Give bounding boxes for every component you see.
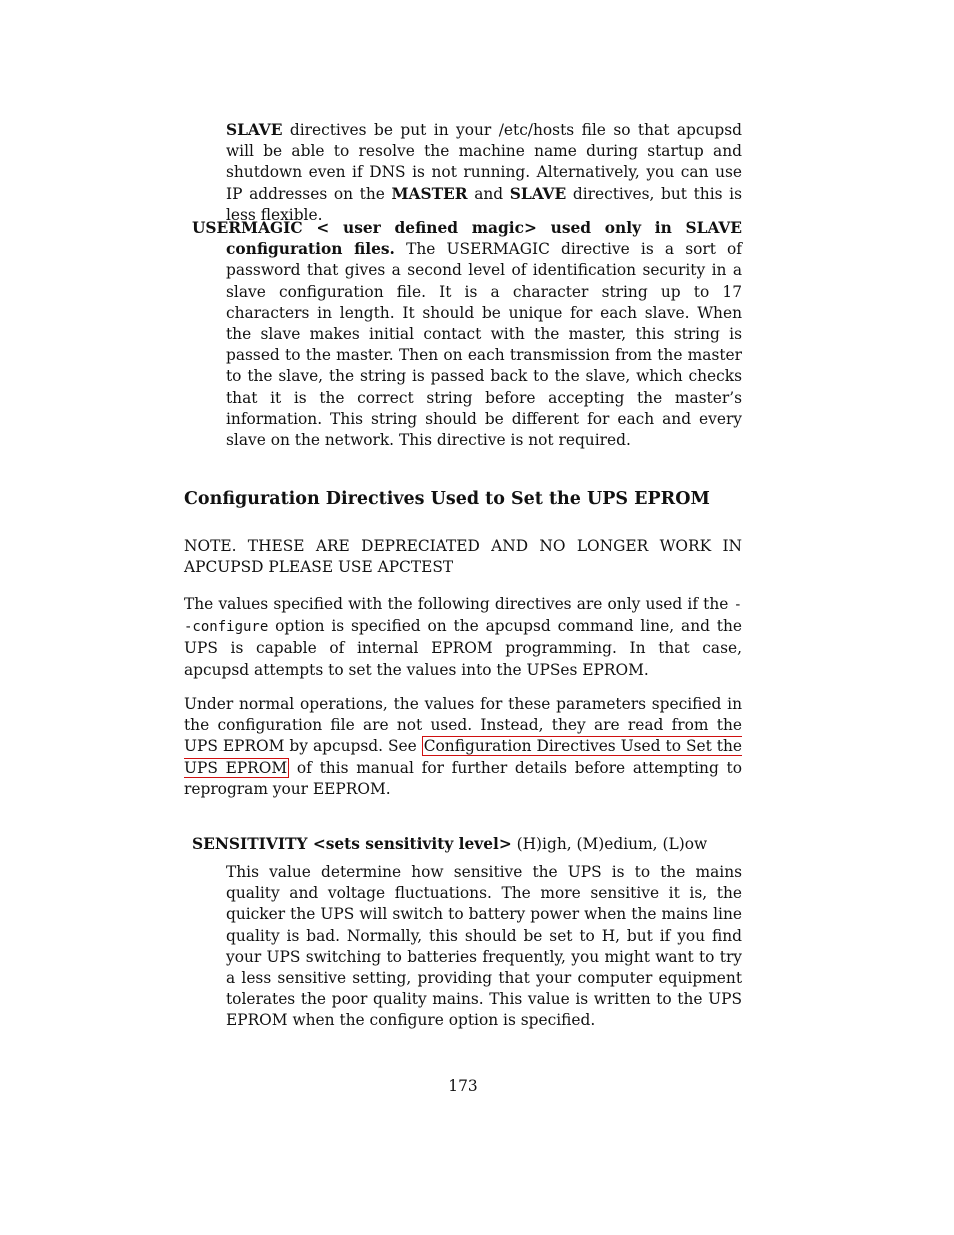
sensitivity-values: (H)igh, (M)edium, (L)ow: [511, 835, 708, 853]
deprecation-note: NOTE. THESE ARE DEPRECIATED AND NO LONGER WORK IN APCUPSD PLEASE USE APCTEST: [184, 537, 742, 577]
normal-operations-paragraph: Under normal operations, the values for these parameters specified in the configuration file are not used. Instead, they are read from the UPS EPROM by apcupsd. See Configuration Directives Used to Set the UPS EPROM of this manual for further details before attempting to reprogram your EEPROM.: [184, 695, 742, 798]
sensitivity-description: This value determine how sensitive the UPS is to the mains quality and voltage fluctuations. The more sensitive it is, the quicker the UPS will switch to battery power when the mains line quality is bad. Normally, this should be set to H, but if you find your UPS switching to batteries frequently, you might want to try a less sensitive setting, providing that your computer equipment tolerates the poor quality mains. This value is written to the UPS EPROM when the configure option is specified.: [226, 863, 742, 1030]
sensitivity-term-line: [192, 834, 742, 855]
configure-option-code: --configure: [184, 597, 742, 636]
keyword-slave: SLAVE: [509, 184, 567, 203]
slave-continuation-paragraph: SLAVE directives be put in your /etc/hosts file so that apcupsd will be able to resolve the machine name during startup and shutdown even if DNS is not running. Alternatively, you can use IP addresses on the MASTER and SLAVE directives, but this is less flexible.: [226, 121, 742, 224]
usermagic-definition: [192, 218, 742, 451]
sensitivity-term: SENSITIVITY <sets sensitivity level>: [192, 835, 512, 853]
page-number: 173: [448, 1077, 478, 1095]
cross-reference-link[interactable]: Configuration Directives Used to Set the UPS EPROM: [184, 737, 742, 777]
keyword-slave: SLAVE: [226, 121, 283, 139]
configure-paragraph: The values specified with the following directives are only used if the --configure option is specified on the apcupsd command line, and the UPS is capable of internal EPROM programming. In that case, apcupsd attempts to set the values into the UPSes EPROM.: [184, 595, 742, 679]
usermagic-term: USERMAGIC < user defined magic> used only in SLAVE configuration files.: [192, 219, 742, 259]
keyword-master: MASTER: [391, 184, 468, 203]
usermagic-description: The USERMAGIC directive is a sort of password that gives a second level of identification security in a slave configuration file. It is a character string up to 17 characters in length. It should be unique for each slave. When the slave makes initial contact with the master, this string is passed to the master. Then on each transmission from the master to the slave, the string is passed back to the slave, which checks that it is the correct string before accepting the master’s information. This string should be different for each and every slave on the network. This directive is not required.: [226, 240, 742, 450]
section-heading: Configuration Directives Used to Set the UPS EPROM: [184, 489, 710, 509]
